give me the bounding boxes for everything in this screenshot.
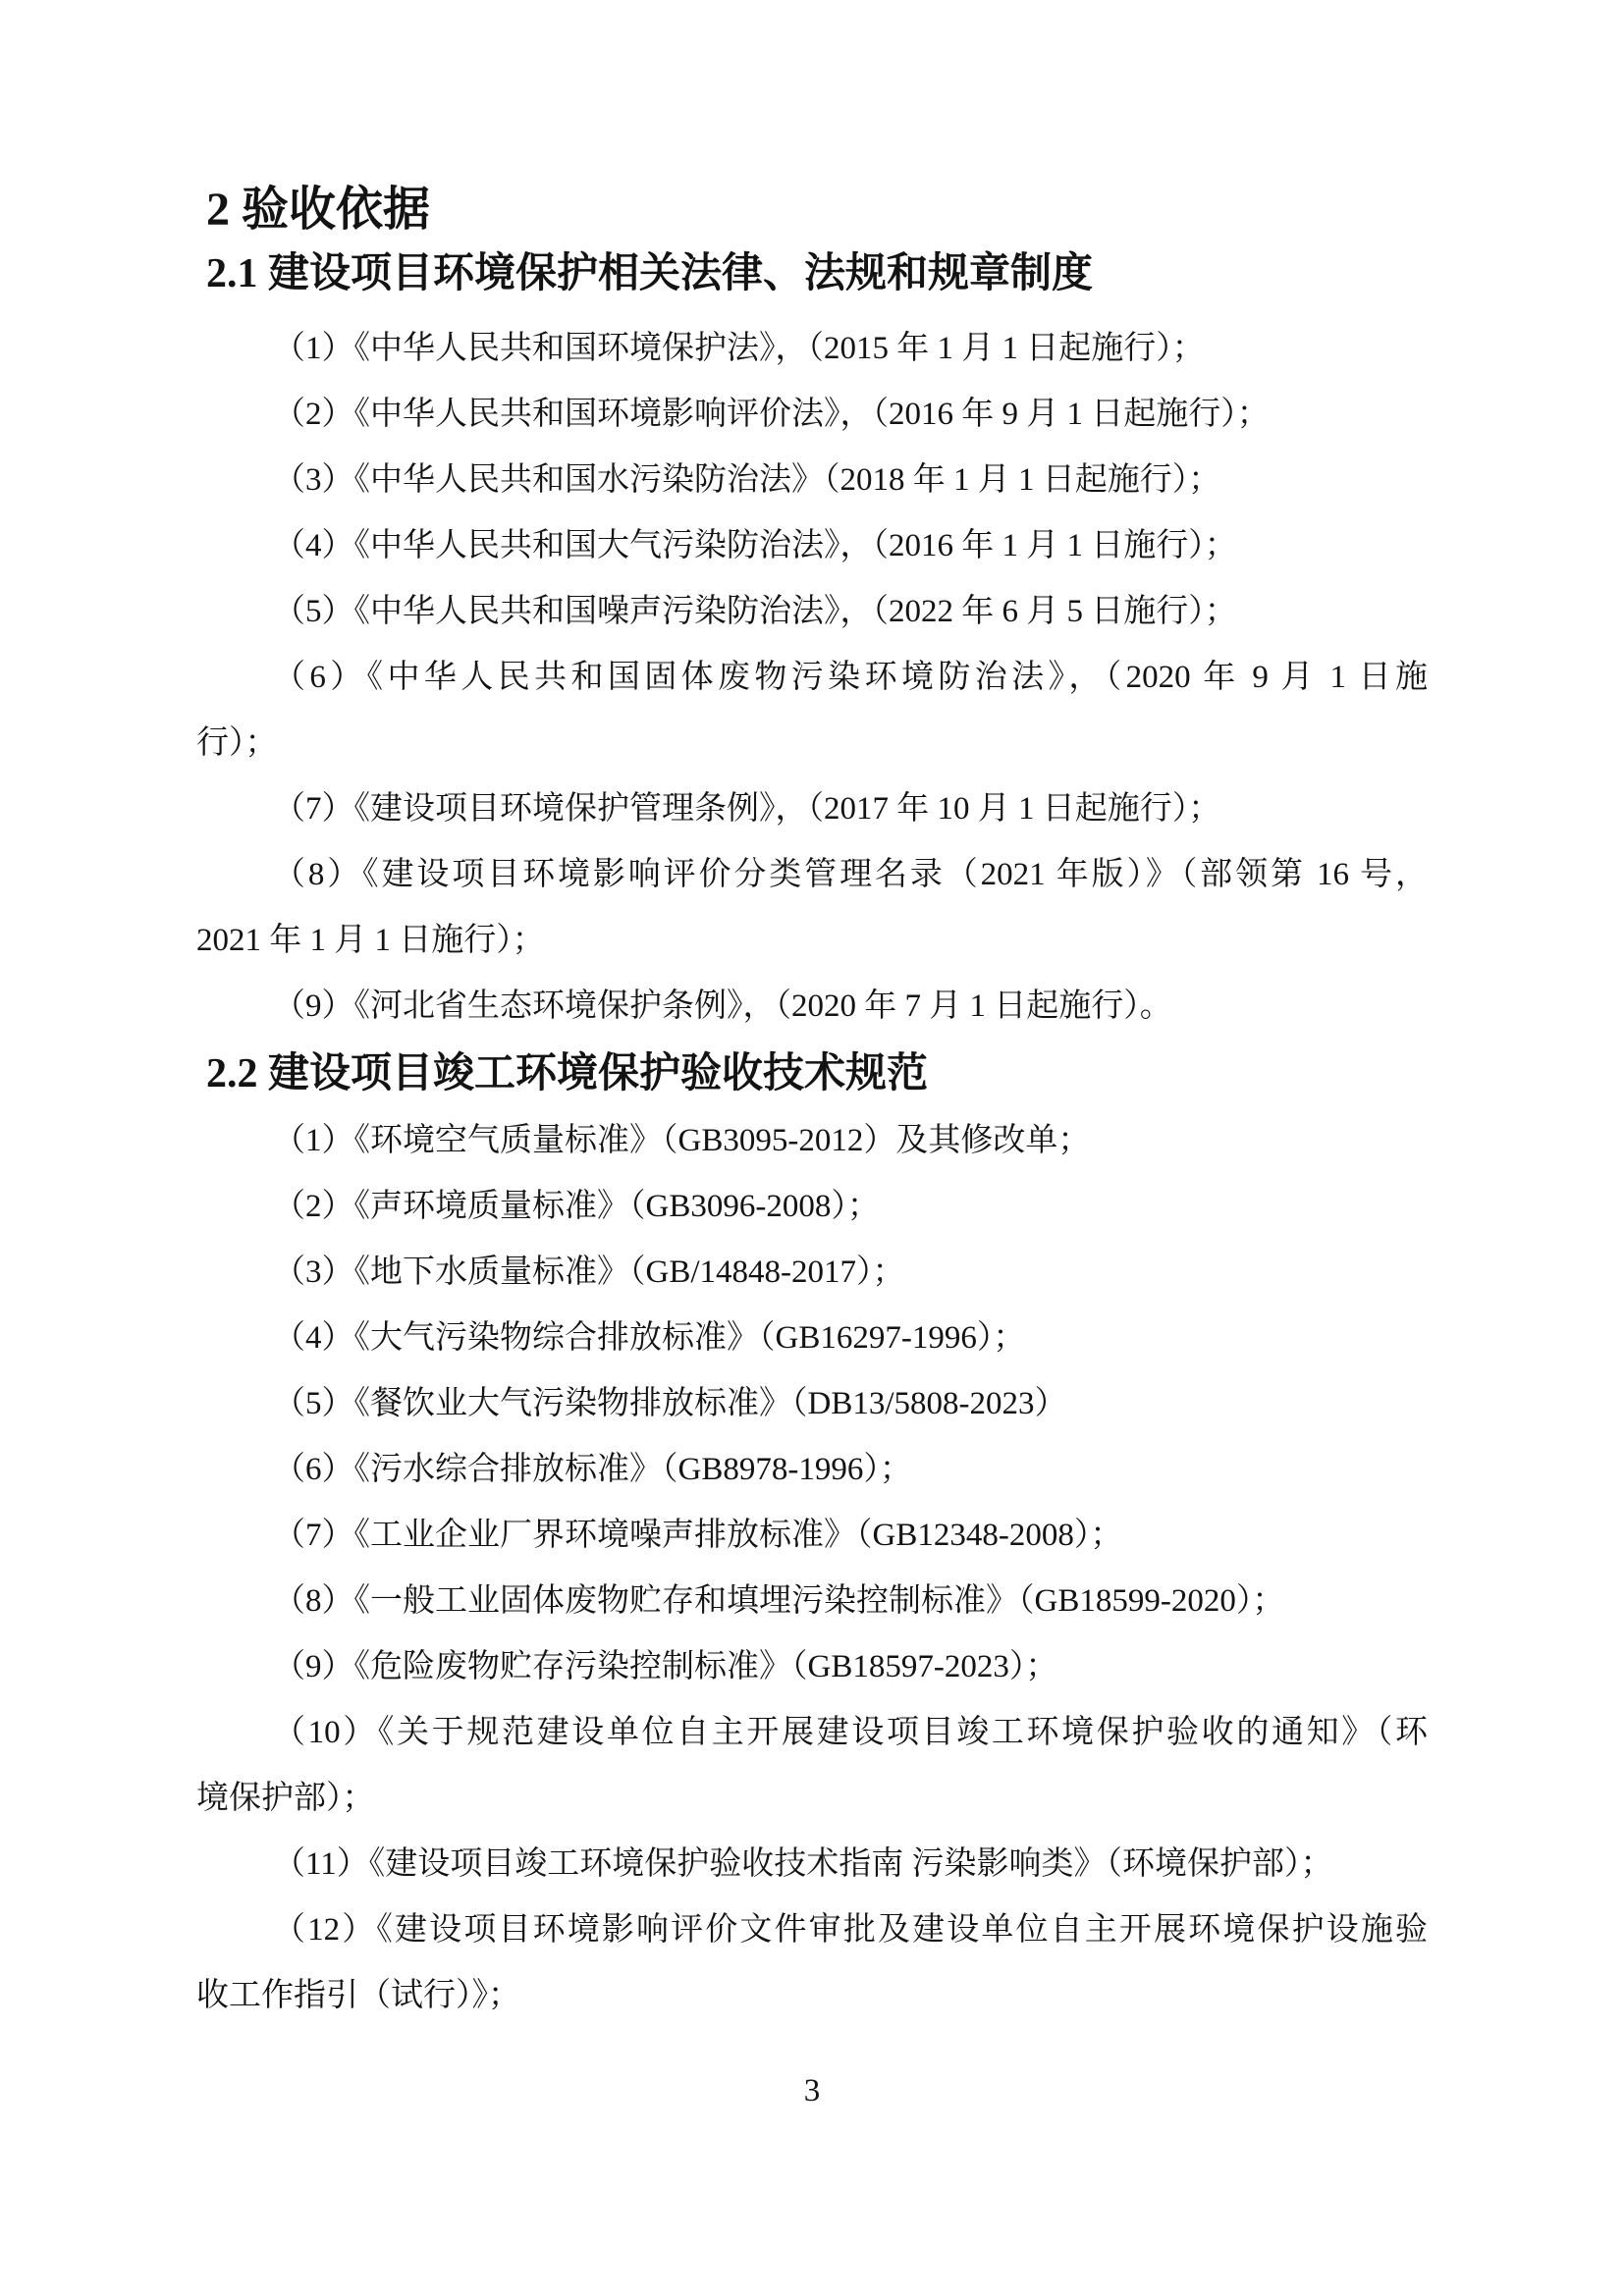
list-item — [196, 316, 1428, 382]
list-item-line: 行）； — [196, 725, 278, 761]
list-item — [196, 1371, 1428, 1437]
list-item-line: （4）《大气污染物综合排放标准》（GB16297-1996）； — [273, 1320, 1026, 1356]
list-item-line: （2）《中华人民共和国环境影响评价法》，（2016 年 9 月 1 日起施行）； — [273, 397, 1270, 432]
list-item — [196, 1832, 1428, 1897]
list-item-line: （9）《河北省生态环境保护条例》，（2020 年 7 月 1 日起施行）。 — [273, 988, 1172, 1024]
list-item — [196, 974, 1428, 1040]
list-item-line: （7）《建设项目环境保护管理条例》，（2017 年 10 月 1 日起施行）； — [273, 791, 1221, 827]
list-item-line: （9）《危险废物贮存污染控制标准》（GB18597-2023）； — [273, 1649, 1058, 1684]
list-item-line: 境保护部）； — [196, 1781, 375, 1816]
list-item-line: （2）《声环境质量标准》（GB3096-2008）； — [273, 1189, 880, 1224]
list-item — [196, 382, 1428, 448]
list-item-line: （4）《中华人民共和国大气污染防治法》，（2016 年 1 月 1 日施行）； — [273, 528, 1237, 563]
list-item-line: （6）《中华人民共和国固体废物污染环境防治法》，（2020 年 9 月 1 日施 — [273, 660, 1428, 695]
page-number: 3 — [803, 2073, 821, 2109]
list-item-line: （1）《中华人民共和国环境保护法》，（2015 年 1 月 1 日起施行）； — [273, 331, 1205, 366]
list-item — [196, 1569, 1428, 1634]
list-item-line: （3）《地下水质量标准》（GB/14848-2017）； — [273, 1255, 905, 1290]
list-item-line: （7）《工业企业厂界环境噪声排放标准》（GB12348-2008）； — [273, 1518, 1123, 1553]
list-item-line: 收工作指引（试行）》； — [196, 1978, 520, 2013]
list-item — [196, 1240, 1428, 1306]
list-item-line: （8）《一般工业固体废物贮存和填埋污染控制标准》（GB18599-2020）； — [273, 1583, 1285, 1619]
list-item-line: 2021 年 1 月 1 日施行）； — [196, 923, 545, 958]
list-item — [196, 1897, 1428, 2029]
list-item — [196, 776, 1428, 842]
chapter-title: 2 验收依据 — [206, 184, 431, 236]
list-item-line: （5）《中华人民共和国噪声污染防治法》，（2022 年 6 月 5 日施行）； — [273, 594, 1237, 629]
list-item — [196, 842, 1428, 974]
list-item-line: （10）《关于规范建设单位自主开展建设项目竣工环境保护验收的通知》（环 — [273, 1715, 1428, 1750]
list-item — [196, 579, 1428, 645]
list-item — [196, 1306, 1428, 1371]
list-item-line: （1）《环境空气质量标准》（GB3095-2012）及其修改单； — [273, 1123, 1091, 1158]
list-item-line: （6）《污水综合排放标准》（GB8978-1996）； — [273, 1452, 912, 1487]
list-item — [196, 1503, 1428, 1569]
list-item — [196, 1108, 1428, 1174]
list-item — [196, 1437, 1428, 1503]
list-item-line: （5）《餐饮业大气污染物排放标准》（DB13/5808-2023） — [273, 1386, 1067, 1421]
technical-standard-list — [196, 1108, 1428, 2029]
list-item — [196, 513, 1428, 579]
list-item-line: （3）《中华人民共和国水污染防治法》（2018 年 1 月 1 日起施行）； — [273, 462, 1221, 498]
law-regulation-list — [196, 316, 1428, 1040]
list-item — [196, 448, 1428, 513]
list-item — [196, 645, 1428, 776]
subsection-heading-2-1: 2.1 建设项目环境保护相关法律、法规和规章制度 — [206, 251, 1094, 296]
list-item-line: （11）《建设项目竣工环境保护验收技术指南 污染影响类》（环境保护部）； — [273, 1846, 1333, 1882]
list-item — [196, 1634, 1428, 1700]
list-item — [196, 1700, 1428, 1832]
list-item-line: （12）《建设项目环境影响评价文件审批及建设单位自主开展环境保护设施验 — [273, 1912, 1428, 1948]
list-item — [196, 1174, 1428, 1240]
subsection-heading-2-2: 2.2 建设项目竣工环境保护验收技术规范 — [206, 1051, 929, 1096]
list-item-line: （8）《建设项目环境影响评价分类管理名录（2021 年版）》（部领第 16 号， — [273, 857, 1428, 892]
